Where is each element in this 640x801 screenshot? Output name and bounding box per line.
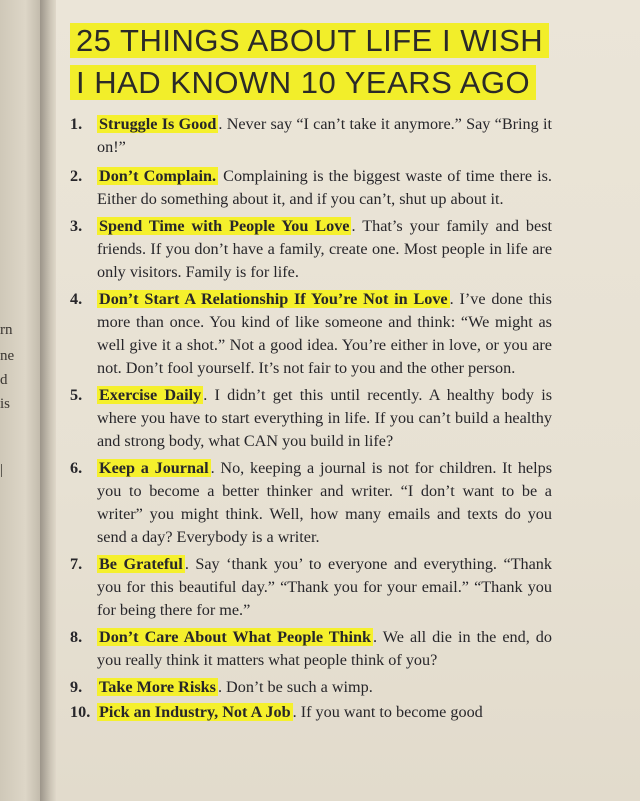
tips-list	[70, 113, 552, 724]
item-body: . No, keeping a journal is not for children. It helps you to become a better thinker and writer. “I don’t want to be a writer” you might think. Well, how many emails and texts do you send a day? Everybody is a writer.	[97, 459, 552, 546]
item-number: 6.	[70, 459, 83, 477]
item-body: . Say ‘thank you’ to everyone and everything. “Thank you for this beautiful day.” “Thank you for your email.” “Thank you for being there for me.”	[97, 555, 552, 619]
item-heading: Spend Time with People You Love	[99, 217, 350, 235]
list-item	[70, 288, 552, 380]
list-item	[70, 384, 552, 453]
title-line-2: I HAD KNOWN 10 YEARS AGO	[70, 65, 536, 100]
item-body: Complaining is the biggest waste of time there is. Either do something about it, and if you can’t, shut up about it.	[97, 167, 552, 208]
list-item	[70, 165, 552, 211]
list-item	[70, 113, 552, 159]
left-page-fragment: ne	[0, 348, 14, 364]
item-number: 3.	[70, 217, 83, 235]
left-page-fragment: |	[0, 462, 4, 478]
left-page-fragment: rn	[0, 322, 13, 338]
item-number: 7.	[70, 555, 83, 573]
item-number: 10.	[70, 703, 91, 721]
item-number: 2.	[70, 167, 83, 185]
left-page-fragment: d	[0, 372, 8, 388]
item-body: . I didn’t get this until recently. A healthy body is where you have to start everything in life. If you can’t build a healthy and strong body, what CAN you build in life?	[97, 386, 552, 450]
item-number: 5.	[70, 386, 83, 404]
item-number: 9.	[70, 678, 83, 696]
list-item	[70, 457, 552, 549]
page-title	[74, 20, 574, 104]
list-item	[70, 626, 552, 672]
item-heading: Take More Risks	[99, 678, 216, 696]
item-body: . Never say “I can’t take it anymore.” Say “Bring it on!”	[97, 115, 552, 156]
item-heading: Don’t Start A Relationship If You’re Not in Love	[99, 290, 448, 308]
list-item	[70, 701, 552, 724]
item-number: 1.	[70, 115, 83, 133]
item-heading: Exercise Daily	[99, 386, 202, 404]
list-item	[70, 676, 552, 699]
item-heading: Struggle Is Good	[99, 115, 217, 133]
title-line-1: 25 THINGS ABOUT LIFE I WISH	[70, 23, 549, 58]
item-heading: Don’t Care About What People Think	[99, 628, 372, 646]
item-heading: Don’t Complain.	[99, 167, 217, 185]
item-number: 4.	[70, 290, 83, 308]
item-heading: Pick an Industry, Not A Job	[99, 703, 291, 721]
item-body: . That’s your family and best friends. If you don’t have a family, create one. Most people in life are only visitors. Family is for life.	[97, 217, 552, 281]
item-heading: Keep a Journal	[99, 459, 209, 477]
left-page-fragment: is	[0, 396, 11, 412]
item-body: . We all die in the end, do you really think it matters what people think of you?	[97, 628, 552, 669]
list-item	[70, 553, 552, 622]
list-item	[70, 215, 552, 284]
item-body: . Don’t be such a wimp.	[217, 678, 373, 696]
item-body: . If you want to become good	[292, 703, 483, 721]
item-body: . I’ve done this more than once. You kind of like someone and think: “We might as well give it a shot.” Not a good idea. You’re either in love, or you are not. Don’t fool yourself. It’s not fair to you and the other person.	[97, 290, 552, 377]
item-heading: Be Grateful	[99, 555, 183, 573]
item-number: 8.	[70, 628, 83, 646]
